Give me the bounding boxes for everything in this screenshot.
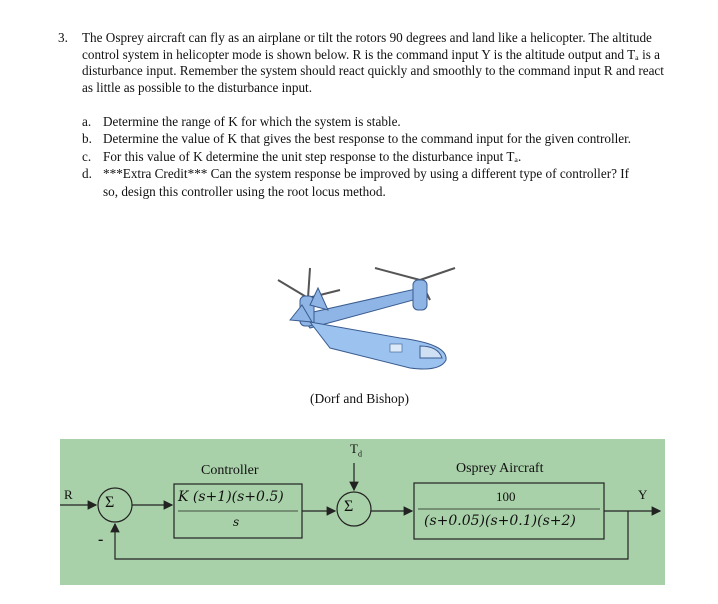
controller-denominator: s	[233, 515, 240, 529]
controller-title: Controller	[201, 463, 259, 478]
question-parts	[82, 113, 642, 200]
plant-numerator: 100	[496, 489, 516, 504]
part-a	[82, 113, 642, 130]
summing-junction-2	[337, 492, 371, 526]
sum-symbol-2: Σ	[344, 498, 354, 515]
sum-symbol-1: Σ	[105, 494, 115, 511]
plant-denominator: (s+0.05)(s+0.1)(s+2)	[424, 513, 576, 529]
question-text: The Osprey aircraft can fly as an airplane or tilt the rotors 90 degrees and land like a helicopter. The altitude control system in helicopter mode is shown below. R is the command input Y is the altitude output and Tₐ is a disturbance input. Remember the system should react quickly and smoothly to the command input R and react as little as possible to the disturbance input.	[82, 30, 664, 95]
part-text: ***Extra Credit*** Can the system response be improved by using a different type of controller? If so, design this controller using the root locus method.	[103, 166, 630, 199]
part-label: a.	[82, 114, 92, 129]
part-text: Determine the value of K that gives the best response to the command input for the given controller.	[103, 131, 632, 147]
part-c	[82, 148, 642, 165]
part-label: d.	[82, 166, 92, 182]
part-d	[82, 165, 642, 200]
disturbance-label: $T_d$	[350, 441, 362, 459]
plant-title: Osprey Aircraft	[456, 461, 544, 476]
figure-caption: (Dorf and Bishop)	[310, 391, 409, 406]
part-b	[82, 130, 642, 147]
question-number: 3.	[58, 30, 68, 45]
feedback-sign: -	[98, 531, 104, 548]
osprey-aircraft-illustration	[270, 260, 470, 385]
input-label: R	[64, 487, 73, 502]
part-text: Determine the range of K for which the system is stable.	[103, 114, 401, 129]
block-diagram	[60, 439, 665, 585]
part-label: c.	[82, 148, 92, 164]
summing-junction-1	[98, 488, 132, 522]
part-label: b.	[82, 131, 92, 147]
part-text: For this value of K determine the unit step response to the disturbance input Tₐ.	[103, 148, 522, 164]
controller-numerator: K (s+1)(s+0.5)	[178, 489, 284, 505]
output-label: Y	[638, 487, 648, 502]
